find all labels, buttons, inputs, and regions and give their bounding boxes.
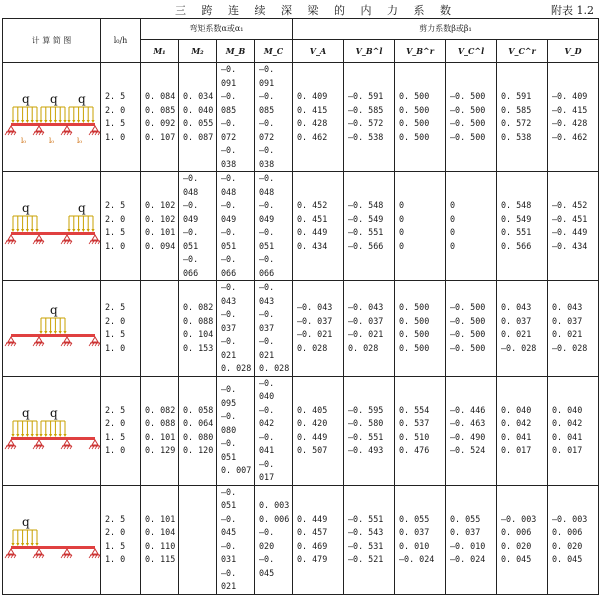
load-arrow-head <box>16 543 19 546</box>
support-icon <box>8 549 14 554</box>
cell-ratio: 2. 5 2. 0 1. 5 1. 0 <box>101 485 141 594</box>
load-arrow-head <box>11 120 14 123</box>
cell-m2: —0. 048 —0. 049 —0. 051 —0. 066 <box>179 172 217 281</box>
cell-mb: —0. 051 —0. 045 —0. 031 —0. 021 <box>217 485 255 594</box>
load-arrow-head <box>91 120 94 123</box>
load-arrow-head <box>44 434 47 437</box>
cell-mc: —0. 091 —0. 085 —0. 072 —0. 038 <box>255 63 293 172</box>
load-arrow-head <box>31 120 34 123</box>
beam-diagram <box>3 77 101 157</box>
cell-vcl: 0. 055 0. 037 —0. 010 —0. 024 <box>446 485 497 594</box>
cell-mb: —0. 043 —0. 037 —0. 021 0. 028 <box>217 281 255 377</box>
header-vcr: V_C^r <box>497 40 548 63</box>
cell-vbl: —0. 591 —0. 585 —0. 572 —0. 538 <box>344 63 395 172</box>
load-arrow-head <box>49 120 52 123</box>
calc-diagram <box>3 281 101 377</box>
cell-vcr: 0. 040 0. 042 0. 041 0. 017 <box>497 376 548 485</box>
internal-force-table <box>2 18 599 595</box>
table-row <box>3 63 599 172</box>
calc-diagram <box>3 63 101 172</box>
load-arrow-head <box>67 229 70 232</box>
load-arrow-head <box>11 543 14 546</box>
load-arrow-head <box>11 229 14 232</box>
load-arrow-head <box>39 331 42 334</box>
load-arrow-head <box>63 331 66 334</box>
support-icon <box>92 126 98 131</box>
cell-ratio: 2. 5 2. 0 1. 5 1. 0 <box>101 376 141 485</box>
load-arrow-head <box>44 120 47 123</box>
support-icon <box>64 235 70 240</box>
cell-vbl: —0. 551 —0. 543 —0. 531 —0. 521 <box>344 485 395 594</box>
header-shear-group: 剪力系数β或β₁ <box>293 19 599 40</box>
header-va: V_A <box>293 40 344 63</box>
load-arrow-head <box>26 543 29 546</box>
cell-m2: 0. 034 0. 040 0. 055 0. 087 <box>179 63 217 172</box>
support-icon <box>64 337 70 342</box>
beam-diagram <box>3 186 101 266</box>
cell-vd: —0. 409 —0. 415 —0. 428 —0. 462 <box>548 63 599 172</box>
load-label: q <box>50 303 58 318</box>
table-row <box>3 485 599 594</box>
header-moment-group: 弯矩系数α或α₁ <box>141 19 293 40</box>
cell-ratio: 2. 5 2. 0 1. 5 1. 0 <box>101 281 141 377</box>
load-arrow-head <box>77 120 80 123</box>
support-icon <box>36 440 42 445</box>
load-arrow-head <box>35 434 38 437</box>
cell-m1: 0. 101 0. 104 0. 110 0. 115 <box>141 485 179 594</box>
cell-vbr: 0. 500 0. 500 0. 500 0. 500 <box>395 281 446 377</box>
cell-mc: —0. 048 —0. 049 —0. 051 —0. 066 <box>255 172 293 281</box>
cell-mb: —0. 091 —0. 085 —0. 072 —0. 038 <box>217 63 255 172</box>
header-m1: M₁ <box>141 40 179 63</box>
load-arrow-head <box>44 331 47 334</box>
load-arrow-head <box>16 434 19 437</box>
support-icon <box>8 337 14 342</box>
table-title: 三 跨 连 续 深 梁 的 内 力 系 数 <box>175 4 457 17</box>
load-arrow-head <box>59 434 62 437</box>
load-label: q <box>22 201 30 215</box>
cell-vd: 0. 043 0. 037 0. 021 —0. 028 <box>548 281 599 377</box>
load-arrow-head <box>82 229 85 232</box>
cell-vbr: 0 0 0 0 <box>395 172 446 281</box>
load-label: q <box>22 92 30 106</box>
cell-m1: 0. 082 0. 088 0. 101 0. 129 <box>141 376 179 485</box>
cell-vcr: 0. 043 0. 037 0. 021 —0. 028 <box>497 281 548 377</box>
cell-vbr: 0. 500 0. 500 0. 500 0. 500 <box>395 63 446 172</box>
header-vbl: V_B^l <box>344 40 395 63</box>
cell-vbl: —0. 548 —0. 549 —0. 551 —0. 566 <box>344 172 395 281</box>
load-arrow-head <box>82 120 85 123</box>
span-label: l₀ <box>49 137 55 145</box>
cell-vcr: 0. 591 0. 585 0. 572 0. 538 <box>497 63 548 172</box>
load-arrow-head <box>59 120 62 123</box>
load-arrow-head <box>21 229 24 232</box>
cell-vcl: —0. 500 —0. 500 —0. 500 —0. 500 <box>446 63 497 172</box>
header-diagram: 计 算 简 图 <box>3 19 101 63</box>
cell-va: 0. 452 0. 451 0. 449 0. 434 <box>293 172 344 281</box>
load-arrow-head <box>87 229 90 232</box>
cell-va: —0. 043 —0. 037 —0. 021 0. 028 <box>293 281 344 377</box>
load-arrow-head <box>16 229 19 232</box>
cell-m1: 0. 084 0. 085 0. 092 0. 107 <box>141 63 179 172</box>
beam-diagram <box>3 500 101 580</box>
table-row <box>3 376 599 485</box>
beam-diagram <box>3 391 101 471</box>
load-label: q <box>78 201 86 215</box>
header-vd: V_D <box>548 40 599 63</box>
load-arrow-head <box>59 331 62 334</box>
load-arrow-head <box>26 434 29 437</box>
cell-mb: —0. 048 —0. 049 —0. 051 —0. 066 <box>217 172 255 281</box>
cell-m1 <box>141 281 179 377</box>
cell-vd: —0. 003 0. 006 0. 020 0. 045 <box>548 485 599 594</box>
beam <box>11 232 95 235</box>
cell-va: 0. 409 0. 415 0. 428 0. 462 <box>293 63 344 172</box>
cell-vbr: 0. 554 0. 537 0. 510 0. 476 <box>395 376 446 485</box>
cell-vcl: —0. 446 —0. 463 —0. 490 —0. 524 <box>446 376 497 485</box>
beam <box>11 437 95 440</box>
support-icon <box>8 235 14 240</box>
support-icon <box>64 549 70 554</box>
support-icon <box>36 337 42 342</box>
cell-mc: 0. 003 0. 006 —0. 020 —0. 045 <box>255 485 293 594</box>
load-arrow-head <box>54 120 57 123</box>
cell-ratio: 2. 5 2. 0 1. 5 1. 0 <box>101 172 141 281</box>
cell-vbl: —0. 595 —0. 580 —0. 551 —0. 493 <box>344 376 395 485</box>
cell-vcl: 0 0 0 0 <box>446 172 497 281</box>
support-icon <box>36 126 42 131</box>
load-arrow-head <box>87 120 90 123</box>
load-arrow-head <box>49 434 52 437</box>
load-arrow-head <box>11 434 14 437</box>
cell-vd: —0. 452 —0. 451 —0. 449 —0. 434 <box>548 172 599 281</box>
cell-mc: —0. 043 —0. 037 —0. 021 0. 028 <box>255 281 293 377</box>
beam <box>11 546 95 549</box>
cell-va: 0. 405 0. 420 0. 449 0. 507 <box>293 376 344 485</box>
load-arrow-head <box>54 331 57 334</box>
load-arrow-head <box>49 331 52 334</box>
cell-ratio: 2. 5 2. 0 1. 5 1. 0 <box>101 63 141 172</box>
header-mc: M_C <box>255 40 293 63</box>
load-label: q <box>78 92 86 106</box>
header-vcl: V_C^l <box>446 40 497 63</box>
load-arrow-head <box>21 120 24 123</box>
load-arrow-head <box>91 229 94 232</box>
load-label: q <box>22 405 30 420</box>
load-arrow-head <box>31 434 34 437</box>
load-label: q <box>22 514 30 529</box>
load-arrow-head <box>39 120 42 123</box>
header-ratio: l₀/h <box>101 19 141 63</box>
support-icon <box>64 126 70 131</box>
header-m2: M₂ <box>179 40 217 63</box>
load-arrow-head <box>72 120 75 123</box>
cell-vbr: 0. 055 0. 037 0. 010 —0. 024 <box>395 485 446 594</box>
load-arrow-head <box>35 229 38 232</box>
appendix-label: 附表 1.2 <box>551 4 594 17</box>
load-arrow-head <box>67 120 70 123</box>
load-arrow-head <box>26 229 29 232</box>
load-arrow-head <box>63 120 66 123</box>
load-arrow-head <box>72 229 75 232</box>
cell-vd: 0. 040 0. 042 0. 041 0. 017 <box>548 376 599 485</box>
load-arrow-head <box>39 434 42 437</box>
support-icon <box>92 235 98 240</box>
header-vbr: V_B^r <box>395 40 446 63</box>
cell-vcr: 0. 548 0. 549 0. 551 0. 566 <box>497 172 548 281</box>
table-row <box>3 281 599 377</box>
support-icon <box>8 440 14 445</box>
load-label: q <box>50 405 58 420</box>
support-icon <box>92 440 98 445</box>
cell-vbl: —0. 043 —0. 037 —0. 021 0. 028 <box>344 281 395 377</box>
load-arrow-head <box>26 120 29 123</box>
load-arrow-head <box>77 229 80 232</box>
beam-diagram <box>3 288 101 368</box>
load-arrow-head <box>63 434 66 437</box>
beam <box>11 123 95 126</box>
cell-m2 <box>179 485 217 594</box>
load-arrow-head <box>35 120 38 123</box>
calc-diagram <box>3 485 101 594</box>
cell-m2: 0. 082 0. 088 0. 104 0. 153 <box>179 281 217 377</box>
load-label: q <box>50 92 58 106</box>
load-arrow-head <box>21 434 24 437</box>
cell-m2: 0. 058 0. 064 0. 080 0. 120 <box>179 376 217 485</box>
support-icon <box>64 440 70 445</box>
support-icon <box>8 126 14 131</box>
cell-vcr: —0. 003 0. 006 0. 020 0. 045 <box>497 485 548 594</box>
table-row <box>3 172 599 281</box>
load-arrow-head <box>31 229 34 232</box>
cell-mb: —0. 095 —0. 080 —0. 051 0. 007 <box>217 376 255 485</box>
load-arrow-head <box>35 543 38 546</box>
load-arrow-head <box>21 543 24 546</box>
beam <box>11 334 95 337</box>
load-arrow-head <box>54 434 57 437</box>
calc-diagram <box>3 376 101 485</box>
cell-mc: —0. 040 —0. 042 —0. 041 —0. 017 <box>255 376 293 485</box>
support-icon <box>36 235 42 240</box>
span-label: l₀ <box>21 137 27 145</box>
calc-diagram <box>3 172 101 281</box>
span-label: l₀ <box>77 137 83 145</box>
support-icon <box>92 337 98 342</box>
support-icon <box>92 549 98 554</box>
cell-va: 0. 449 0. 457 0. 469 0. 479 <box>293 485 344 594</box>
support-icon <box>36 549 42 554</box>
header-mb: M_B <box>217 40 255 63</box>
cell-vcl: —0. 500 —0. 500 —0. 500 —0. 500 <box>446 281 497 377</box>
cell-m1: 0. 102 0. 102 0. 101 0. 094 <box>141 172 179 281</box>
load-arrow-head <box>31 543 34 546</box>
load-arrow-head <box>16 120 19 123</box>
